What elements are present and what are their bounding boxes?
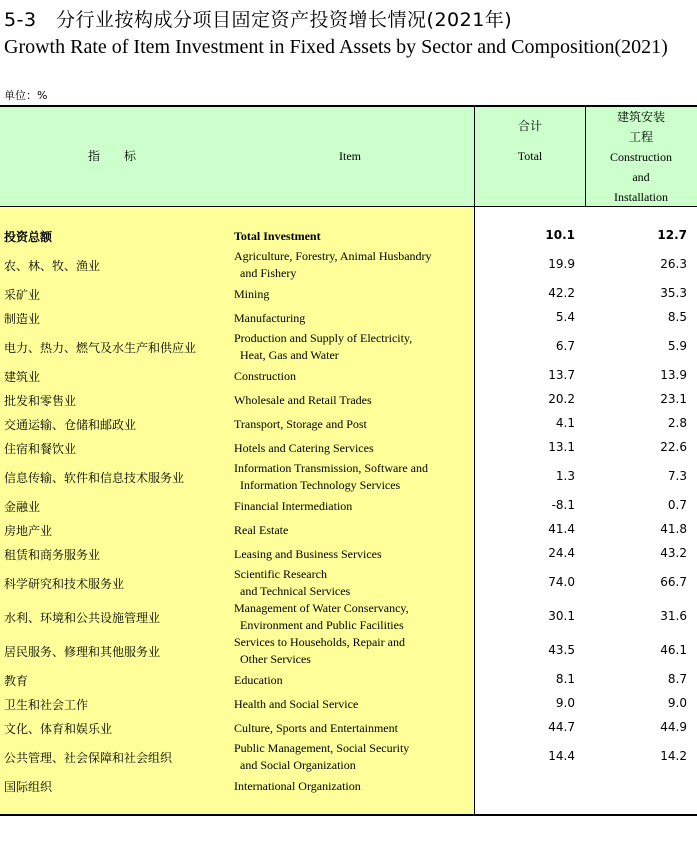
row-label-cn: 教育 bbox=[4, 674, 29, 688]
row-label-cn: 信息传输、软件和信息技术服务业 bbox=[4, 471, 185, 485]
header-construction bbox=[585, 107, 697, 207]
header-item: Item bbox=[339, 149, 361, 163]
value-total: 41.4 bbox=[548, 522, 575, 536]
value-construction: 7.3 bbox=[667, 469, 687, 483]
value-construction: 12.7 bbox=[657, 228, 687, 242]
row-label-cn: 住宿和餐饮业 bbox=[4, 442, 77, 456]
value-total: 5.4 bbox=[555, 310, 575, 324]
header-cons-cn-1: 建筑安装 bbox=[616, 110, 665, 124]
value-total: 13.1 bbox=[548, 440, 575, 454]
header-cons-en-3: Installation bbox=[614, 190, 668, 204]
value-construction: 41.8 bbox=[660, 522, 687, 536]
value-total: 30.1 bbox=[548, 609, 575, 623]
value-total: 9.0 bbox=[555, 696, 575, 710]
row-label-en: International Organization bbox=[234, 778, 361, 793]
page-title-cn: 5-3 分行业按构成分项目固定资产投资增长情况(2021年) bbox=[4, 9, 513, 31]
value-total: 8.1 bbox=[555, 672, 575, 686]
value-total: 24.4 bbox=[548, 546, 575, 560]
value-total: 1.3 bbox=[555, 469, 575, 483]
row-label-cn: 批发和零售业 bbox=[4, 394, 77, 408]
row-label-cn: 科学研究和技术服务业 bbox=[4, 577, 125, 591]
row-label-en: Leasing and Business Services bbox=[234, 546, 382, 561]
value-construction: 23.1 bbox=[660, 392, 687, 406]
value-construction: 46.1 bbox=[660, 643, 687, 657]
row-label-cn: 建筑业 bbox=[4, 370, 41, 384]
header-cons-cn-2: 工程 bbox=[628, 130, 653, 144]
value-construction: 0.7 bbox=[667, 498, 687, 512]
value-total: 4.1 bbox=[555, 416, 575, 430]
value-construction: 43.2 bbox=[660, 546, 687, 560]
value-total: 42.2 bbox=[548, 286, 575, 300]
table-bottom-rule bbox=[0, 814, 697, 816]
row-label-en: Information Transmission, Software and Information Technology Services bbox=[234, 461, 428, 492]
unit-label: 单位：% bbox=[4, 89, 48, 102]
row-label-en: Wholesale and Retail Trades bbox=[234, 392, 372, 407]
value-construction: 8.7 bbox=[667, 672, 687, 686]
header-divider-1 bbox=[474, 107, 475, 206]
row-label-en: Education bbox=[234, 672, 283, 687]
row-label-cn: 文化、体育和娱乐业 bbox=[4, 722, 113, 736]
row-label-cn: 租赁和商务服务业 bbox=[4, 548, 101, 562]
value-total: 13.7 bbox=[548, 368, 575, 382]
row-label-cn: 居民服务、修理和其他服务业 bbox=[4, 645, 161, 659]
value-construction: 2.8 bbox=[667, 416, 687, 430]
row-label-cn: 卫生和社会工作 bbox=[4, 698, 89, 712]
row-label-en: Construction bbox=[234, 368, 296, 383]
value-construction: 13.9 bbox=[660, 368, 687, 382]
row-label-en: Services to Households, Repair and Other Services bbox=[234, 635, 405, 666]
row-label-en: Mining bbox=[234, 286, 270, 301]
header-cons-en-1: Construction bbox=[610, 150, 672, 164]
row-label-en: Real Estate bbox=[234, 522, 289, 537]
row-label-en: Hotels and Catering Services bbox=[234, 440, 374, 455]
value-total: 20.2 bbox=[548, 392, 575, 406]
row-label-cn: 投资总额 bbox=[4, 230, 53, 244]
header-total bbox=[476, 116, 584, 166]
value-construction: 26.3 bbox=[660, 257, 687, 271]
row-label-en: Health and Social Service bbox=[234, 696, 359, 711]
value-total: 44.7 bbox=[548, 720, 575, 734]
row-label-cn: 水利、环境和公共设施管理业 bbox=[4, 611, 161, 625]
row-label-en: Scientific Research and Technical Services bbox=[234, 567, 351, 598]
value-construction: 31.6 bbox=[660, 609, 687, 623]
row-label-en: Financial Intermediation bbox=[234, 498, 353, 513]
value-total: 19.9 bbox=[548, 257, 575, 271]
row-label-cn: 国际组织 bbox=[4, 780, 53, 794]
row-label-cn: 房地产业 bbox=[4, 524, 53, 538]
row-label-cn: 农、林、牧、渔业 bbox=[4, 259, 101, 273]
row-label-cn: 制造业 bbox=[4, 312, 41, 326]
row-label-en: Manufacturing bbox=[234, 310, 306, 325]
value-construction: 66.7 bbox=[660, 575, 687, 589]
value-construction: 14.2 bbox=[660, 749, 687, 763]
page-title-en: Growth Rate of Item Investment in Fixed Assets by Sector and Composition(2021) bbox=[4, 36, 668, 58]
value-construction: 22.6 bbox=[660, 440, 687, 454]
label-column-divider bbox=[474, 207, 475, 814]
value-construction: 35.3 bbox=[660, 286, 687, 300]
row-label-en: Transport, Storage and Post bbox=[234, 416, 367, 431]
header-total-cn: 合计 bbox=[517, 119, 542, 133]
row-label-en: Production and Supply of Electricity, Heat, Gas and Water bbox=[234, 331, 413, 362]
row-label-en: Culture, Sports and Entertainment bbox=[234, 720, 398, 735]
row-label-cn: 电力、热力、燃气及水生产和供应业 bbox=[4, 341, 197, 355]
row-label-en: Total Investment bbox=[234, 228, 321, 243]
value-construction: 5.9 bbox=[667, 339, 687, 353]
value-total: -8.1 bbox=[551, 498, 575, 512]
value-construction: 9.0 bbox=[667, 696, 687, 710]
value-total: 6.7 bbox=[555, 339, 575, 353]
value-construction: 8.5 bbox=[667, 310, 687, 324]
value-construction: 44.9 bbox=[660, 720, 687, 734]
header-total-en: Total bbox=[517, 149, 543, 163]
value-total: 74.0 bbox=[548, 575, 575, 589]
value-total: 43.5 bbox=[548, 643, 575, 657]
value-total: 10.1 bbox=[545, 228, 575, 242]
header-indicator: 指 标 bbox=[87, 149, 142, 163]
row-label-en: Public Management, Social Security and Social Organization bbox=[234, 741, 410, 772]
row-label-en: Management of Water Conservancy, Environment and Public Facilities bbox=[234, 601, 409, 632]
row-label-en: Agriculture, Forestry, Animal Husbandry and Fishery bbox=[234, 249, 432, 280]
value-total: 14.4 bbox=[548, 749, 575, 763]
row-label-cn: 金融业 bbox=[4, 500, 41, 514]
row-label-cn: 采矿业 bbox=[4, 288, 41, 302]
row-label-cn: 公共管理、社会保障和社会组织 bbox=[4, 751, 173, 765]
row-label-cn: 交通运输、仓储和邮政业 bbox=[4, 418, 137, 432]
header-cons-en-2: and bbox=[632, 170, 650, 184]
